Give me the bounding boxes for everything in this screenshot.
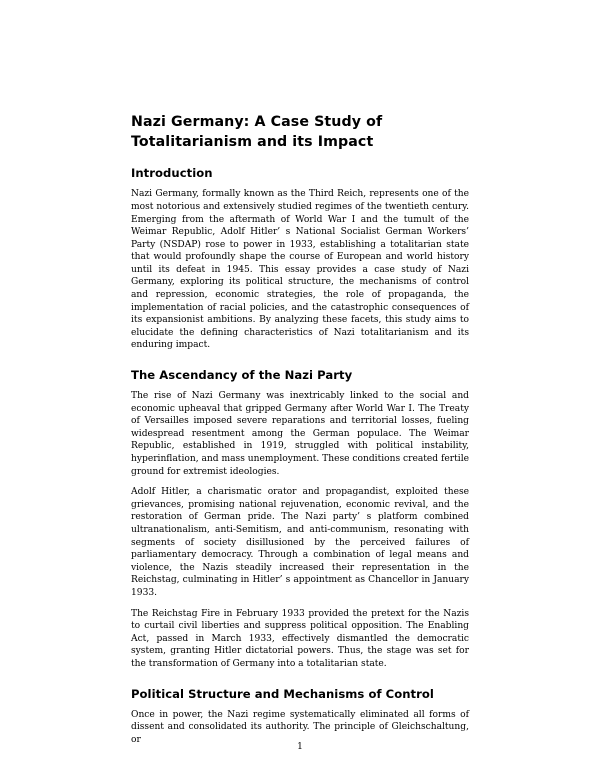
paragraph: Adolf Hitler, a charismatic orator and propagandist, exploited these grievances, promising national rejuvenation, economic revival, and the restoration of German pride. The Nazi party’ s platform combined ultranationalism, anti-Semitism, and anti-communism, resonating with segments of society disillusioned by the perceived failures of parliamentary democracy. Through a combination of legal means and violence, the Nazis steadily increased their representation in the Reichstag, culminating in Hitler’ s appointment as Chancellor in January 1933. [131,487,469,598]
paragraph: Nazi Germany, formally known as the Third Reich, represents one of the most notorious and extensively studied regimes of the twentieth century. Emerging from the aftermath of World War I and the tumult of the Weimar Republic, Adolf Hitler’ s National Socialist German Workers’ Party (NSDAP) rose to power in 1933, establishing a totalitarian state that would profoundly shape the course of European and world history until its defeat in 1945. This essay provides a case study of Nazi Germany, exploring its political structure, the mechanisms of control and repression, economic strategies, the role of propaganda, the implementation of racial policies, and the catastrophic consequences of its expansionist ambitions. By analyzing these facets, this study aims to elucidate the defining characteristics of Nazi totalitarianism and its enduring impact. [131,189,469,351]
page-number: 1 [297,742,303,752]
section-heading-ascendancy: The Ascendancy of the Nazi Party [131,368,353,383]
paragraph: The Reichstag Fire in February 1933 provided the pretext for the Nazis to curtail civil liberties and suppress political opposition. The Enabling Act, passed in March 1933, effectively dismantled the democratic system, granting Hitler dictatorial powers. Thus, the stage was set for the transformation of Germany into a totalitarian state. [131,608,469,669]
section-spacer [131,671,469,687]
section-political-structure [131,687,469,747]
paragraph: Once in power, the Nazi regime systematically eliminated all forms of dissent and consolidated its authority. The principle of Gleichschaltung, or [131,709,469,745]
section-heading-introduction: Introduction [131,166,213,181]
paragraph: The rise of Nazi Germany was inextricably linked to the social and economic upheaval that gripped Germany after World War I. The Treaty of Versailles imposed severe reparations and territorial losses, fueling widespread resentment among the German populace. The Weimar Republic, established in 1919, struggled with political instability, hyperinflation, and mass unemployment. These conditions created fertile ground for extremist ideologies. [131,391,469,477]
page-title: Nazi Germany: A Case Study of Totalitarianism and its Impact [131,114,383,151]
section-introduction [131,166,469,352]
section-heading-political-structure: Political Structure and Mechanisms of Control [131,686,434,701]
section-ascendancy [131,368,469,670]
section-spacer [131,352,469,368]
document-content [131,112,469,746]
